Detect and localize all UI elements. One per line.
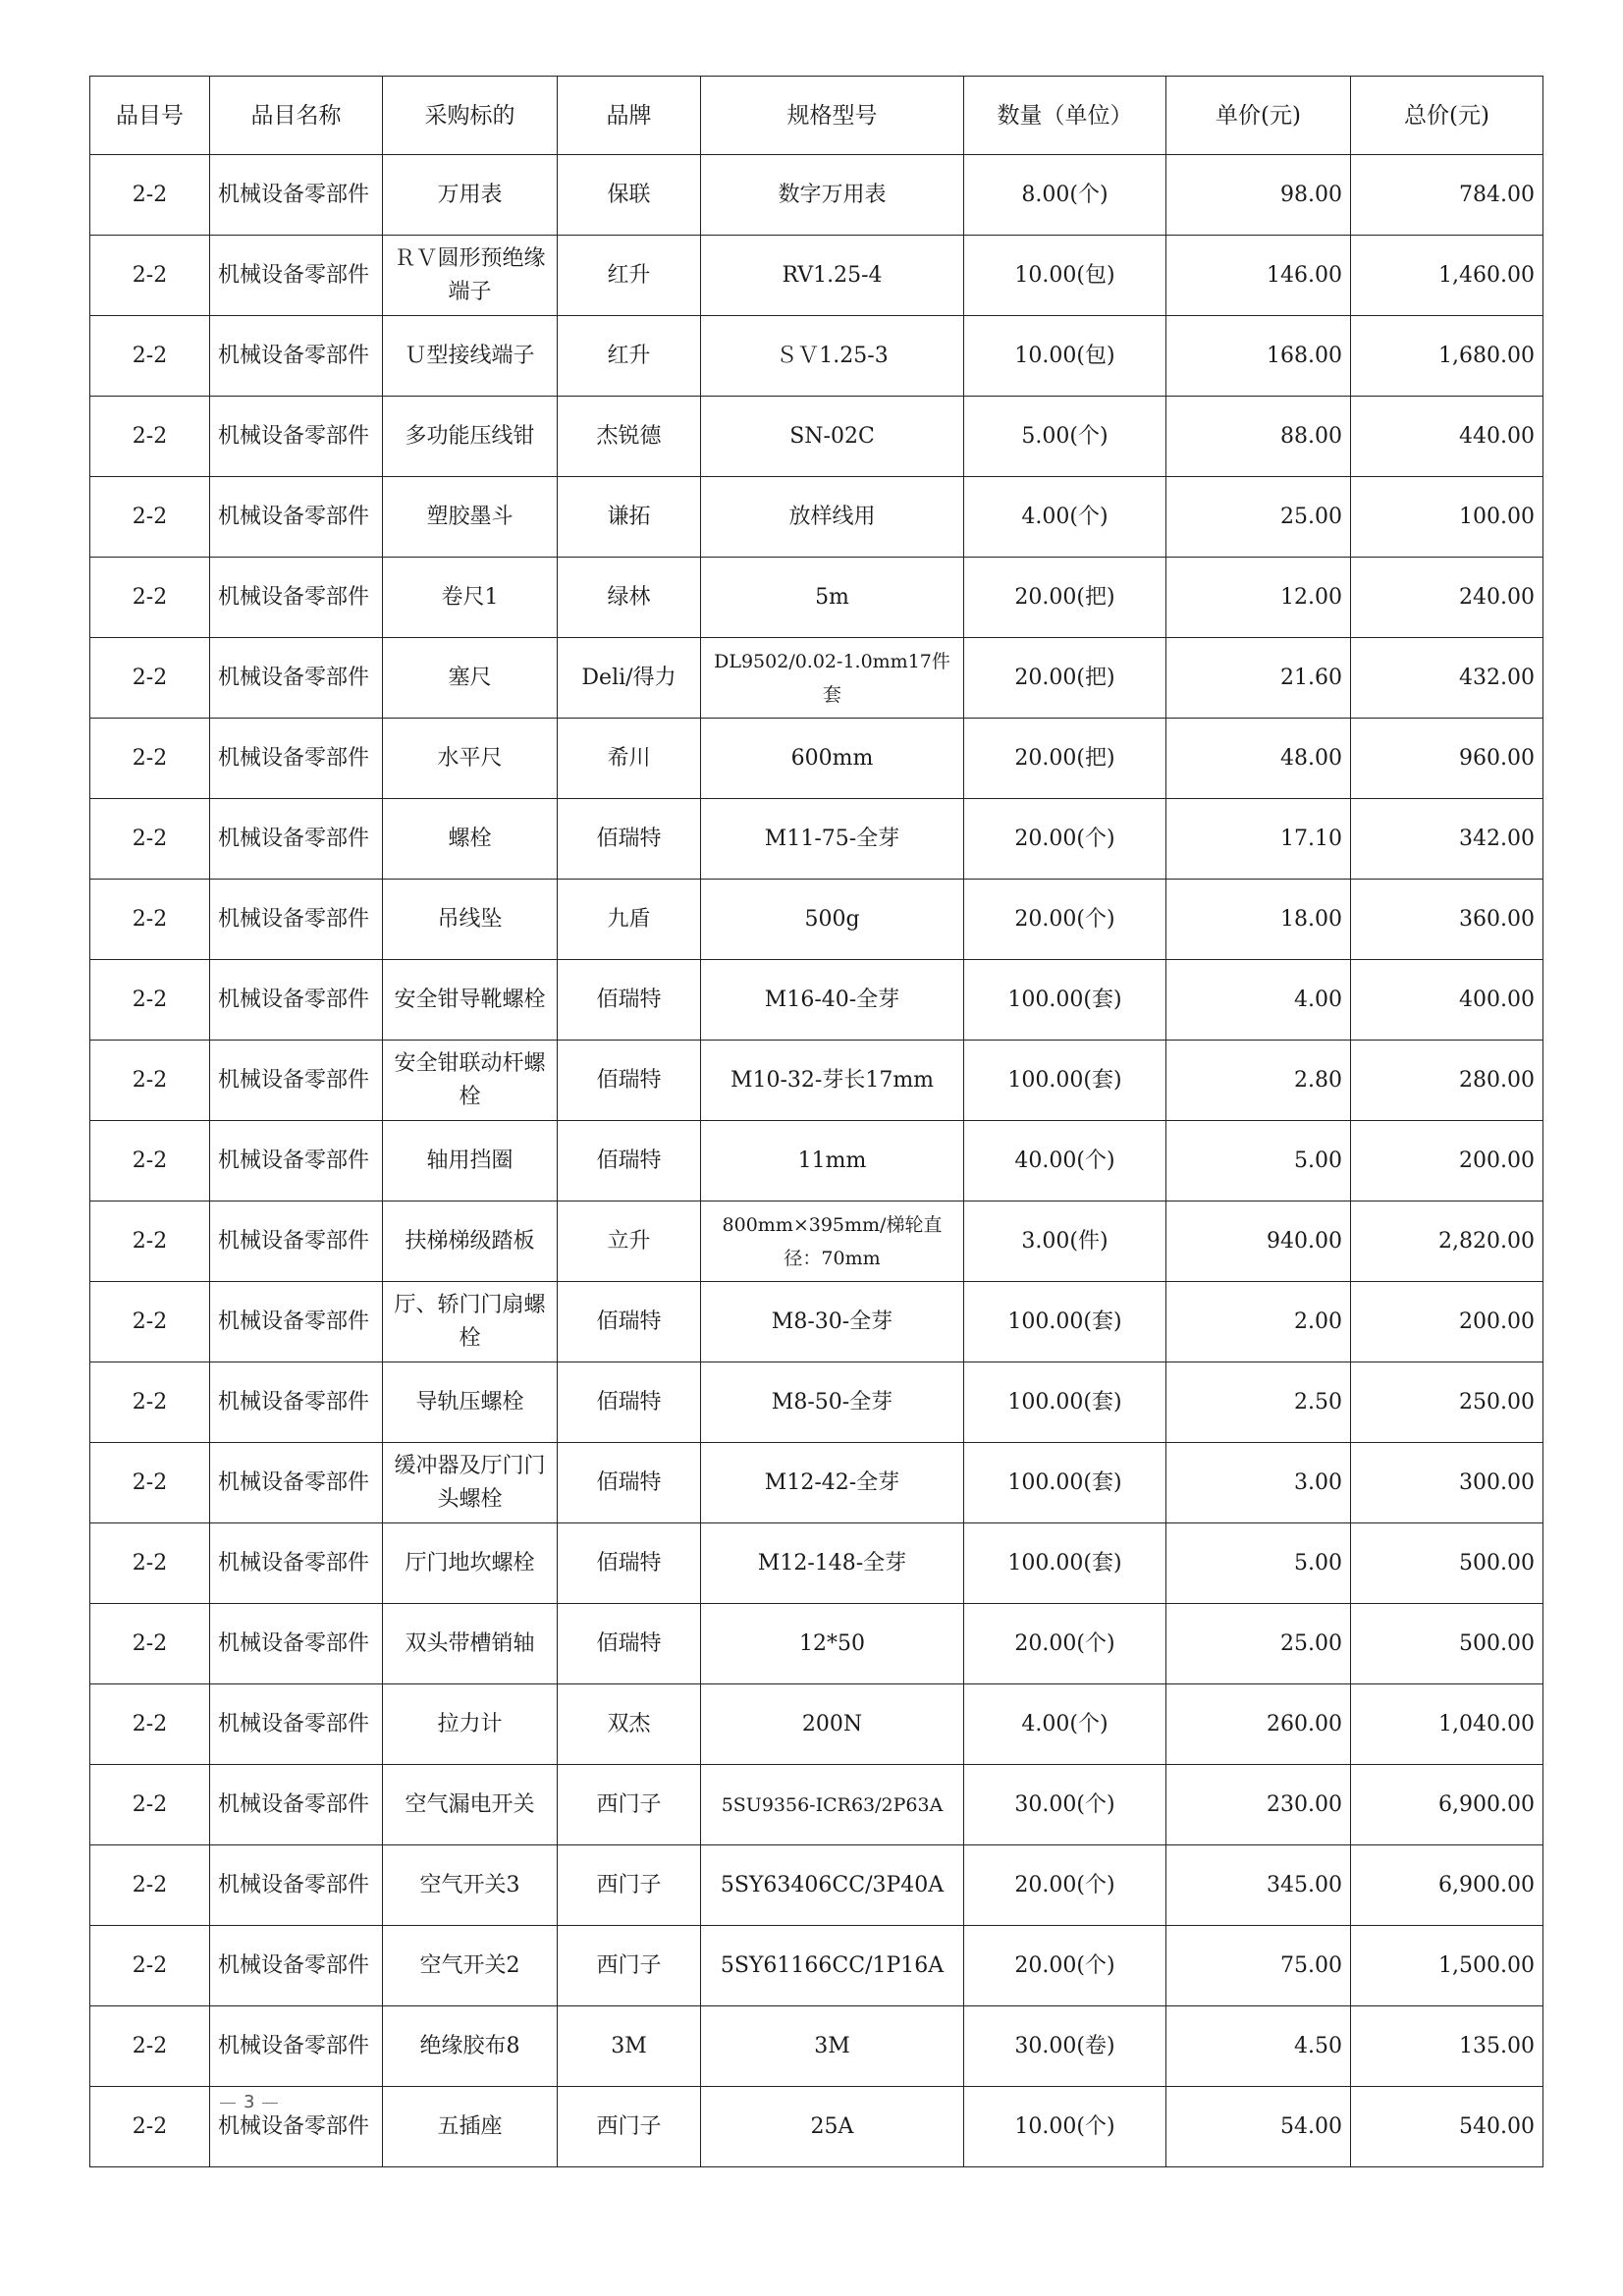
cell-item-name: 机械设备零部件	[210, 1604, 383, 1684]
cell-spec: M8-50-全芽	[701, 1362, 964, 1443]
cell-item-name: 机械设备零部件	[210, 155, 383, 236]
cell-brand: 佰瑞特	[558, 1282, 701, 1362]
cell-target: 塑胶墨斗	[383, 477, 558, 558]
cell-total: 960.00	[1351, 719, 1543, 799]
cell-quantity: 20.00(个)	[964, 1926, 1166, 2006]
cell-item-no: 2-2	[90, 1765, 210, 1845]
cell-item-no: 2-2	[90, 316, 210, 397]
cell-total: 432.00	[1351, 638, 1543, 719]
cell-target: 水平尺	[383, 719, 558, 799]
cell-item-no: 2-2	[90, 799, 210, 880]
cell-quantity: 100.00(套)	[964, 1041, 1166, 1121]
cell-spec: 800mm×395mm/梯轮直径：70mm	[701, 1201, 964, 1282]
table-header	[90, 77, 1543, 155]
cell-item-no: 2-2	[90, 638, 210, 719]
cell-brand: 佰瑞特	[558, 1362, 701, 1443]
table-row	[90, 1684, 1543, 1765]
cell-total: 100.00	[1351, 477, 1543, 558]
cell-item-no: 2-2	[90, 960, 210, 1041]
cell-brand: 立升	[558, 1201, 701, 1282]
cell-quantity: 4.00(个)	[964, 1684, 1166, 1765]
cell-target: 扶梯梯级踏板	[383, 1201, 558, 1282]
cell-item-name: 机械设备零部件	[210, 719, 383, 799]
table-row	[90, 880, 1543, 960]
cell-spec: 600mm	[701, 719, 964, 799]
cell-spec: 数字万用表	[701, 155, 964, 236]
cell-unit-price: 345.00	[1166, 1845, 1351, 1926]
cell-unit-price: 12.00	[1166, 558, 1351, 638]
cell-brand: 红升	[558, 236, 701, 316]
cell-item-no: 2-2	[90, 2087, 210, 2167]
cell-item-name: 机械设备零部件	[210, 1926, 383, 2006]
cell-item-no: 2-2	[90, 477, 210, 558]
cell-total: 400.00	[1351, 960, 1543, 1041]
cell-quantity: 20.00(把)	[964, 558, 1166, 638]
cell-brand: 佰瑞特	[558, 960, 701, 1041]
cell-target: 卷尺1	[383, 558, 558, 638]
cell-quantity: 20.00(个)	[964, 1845, 1166, 1926]
table-row	[90, 1362, 1543, 1443]
table-row	[90, 1765, 1543, 1845]
cell-item-no: 2-2	[90, 1201, 210, 1282]
cell-target: 空气开关3	[383, 1845, 558, 1926]
cell-unit-price: 260.00	[1166, 1684, 1351, 1765]
cell-quantity: 100.00(套)	[964, 960, 1166, 1041]
cell-item-no: 2-2	[90, 880, 210, 960]
cell-item-name: 机械设备零部件	[210, 2087, 383, 2167]
cell-item-name: 机械设备零部件	[210, 1684, 383, 1765]
header-brand: 品牌	[558, 77, 701, 155]
cell-brand: 希川	[558, 719, 701, 799]
cell-spec: 25A	[701, 2087, 964, 2167]
cell-quantity: 20.00(个)	[964, 799, 1166, 880]
header-target: 采购标的	[383, 77, 558, 155]
cell-total: 200.00	[1351, 1282, 1543, 1362]
cell-brand: 佰瑞特	[558, 1523, 701, 1604]
cell-quantity: 30.00(卷)	[964, 2006, 1166, 2087]
header-item-name: 品目名称	[210, 77, 383, 155]
cell-unit-price: 25.00	[1166, 477, 1351, 558]
cell-spec: 12*50	[701, 1604, 964, 1684]
cell-item-name: 机械设备零部件	[210, 799, 383, 880]
cell-unit-price: 230.00	[1166, 1765, 1351, 1845]
table-row	[90, 1926, 1543, 2006]
cell-quantity: 3.00(件)	[964, 1201, 1166, 1282]
cell-item-no: 2-2	[90, 1926, 210, 2006]
cell-item-name: 机械设备零部件	[210, 477, 383, 558]
cell-unit-price: 54.00	[1166, 2087, 1351, 2167]
header-item-no: 品目号	[90, 77, 210, 155]
cell-total: 6,900.00	[1351, 1765, 1543, 1845]
cell-spec: M8-30-全芽	[701, 1282, 964, 1362]
cell-target: 空气漏电开关	[383, 1765, 558, 1845]
cell-spec: M12-42-全芽	[701, 1443, 964, 1523]
cell-target: 安全钳导靴螺栓	[383, 960, 558, 1041]
cell-item-no: 2-2	[90, 558, 210, 638]
cell-quantity: 8.00(个)	[964, 155, 1166, 236]
cell-brand: 绿林	[558, 558, 701, 638]
cell-item-name: 机械设备零部件	[210, 960, 383, 1041]
cell-target: 绝缘胶布8	[383, 2006, 558, 2087]
cell-target: 导轨压螺栓	[383, 1362, 558, 1443]
cell-spec: M12-148-全芽	[701, 1523, 964, 1604]
cell-spec: DL9502/0.02-1.0mm17件套	[701, 638, 964, 719]
cell-item-name: 机械设备零部件	[210, 638, 383, 719]
cell-spec: 200N	[701, 1684, 964, 1765]
cell-brand: Deli/得力	[558, 638, 701, 719]
table-row	[90, 397, 1543, 477]
cell-total: 1,040.00	[1351, 1684, 1543, 1765]
cell-spec: 放样线用	[701, 477, 964, 558]
cell-target: 多功能压线钳	[383, 397, 558, 477]
cell-quantity: 4.00(个)	[964, 477, 1166, 558]
cell-item-no: 2-2	[90, 1121, 210, 1201]
cell-total: 250.00	[1351, 1362, 1543, 1443]
cell-item-no: 2-2	[90, 397, 210, 477]
table-row	[90, 1201, 1543, 1282]
cell-target: 轴用挡圈	[383, 1121, 558, 1201]
cell-target: 缓冲器及厅门门头螺栓	[383, 1443, 558, 1523]
cell-brand: 双杰	[558, 1684, 701, 1765]
cell-item-name: 机械设备零部件	[210, 1121, 383, 1201]
cell-total: 135.00	[1351, 2006, 1543, 2087]
cell-item-name: 机械设备零部件	[210, 236, 383, 316]
cell-unit-price: 3.00	[1166, 1443, 1351, 1523]
cell-item-no: 2-2	[90, 1041, 210, 1121]
table-row	[90, 1523, 1543, 1604]
cell-item-no: 2-2	[90, 2006, 210, 2087]
cell-item-name: 机械设备零部件	[210, 1282, 383, 1362]
table-row	[90, 1845, 1543, 1926]
cell-brand: 谦拓	[558, 477, 701, 558]
cell-quantity: 100.00(套)	[964, 1282, 1166, 1362]
cell-total: 440.00	[1351, 397, 1543, 477]
table-row	[90, 1282, 1543, 1362]
cell-target: 双头带槽销轴	[383, 1604, 558, 1684]
table-row	[90, 155, 1543, 236]
cell-unit-price: 4.00	[1166, 960, 1351, 1041]
cell-total: 2,820.00	[1351, 1201, 1543, 1282]
cell-unit-price: 146.00	[1166, 236, 1351, 316]
cell-spec: 3M	[701, 2006, 964, 2087]
cell-brand: 九盾	[558, 880, 701, 960]
cell-unit-price: 21.60	[1166, 638, 1351, 719]
cell-brand: 西门子	[558, 1845, 701, 1926]
cell-item-name: 机械设备零部件	[210, 1362, 383, 1443]
cell-spec: 5SY61166CC/1P16A	[701, 1926, 964, 2006]
cell-item-name: 机械设备零部件	[210, 558, 383, 638]
cell-quantity: 10.00(包)	[964, 236, 1166, 316]
cell-unit-price: 25.00	[1166, 1604, 1351, 1684]
cell-spec: 11mm	[701, 1121, 964, 1201]
cell-item-no: 2-2	[90, 1523, 210, 1604]
cell-unit-price: 2.00	[1166, 1282, 1351, 1362]
cell-brand: 保联	[558, 155, 701, 236]
table-row	[90, 316, 1543, 397]
cell-total: 342.00	[1351, 799, 1543, 880]
cell-unit-price: 88.00	[1166, 397, 1351, 477]
cell-quantity: 40.00(个)	[964, 1121, 1166, 1201]
cell-spec: 5m	[701, 558, 964, 638]
cell-target: 万用表	[383, 155, 558, 236]
cell-total: 200.00	[1351, 1121, 1543, 1201]
cell-unit-price: 940.00	[1166, 1201, 1351, 1282]
cell-brand: 3M	[558, 2006, 701, 2087]
cell-unit-price: 48.00	[1166, 719, 1351, 799]
cell-unit-price: 75.00	[1166, 1926, 1351, 2006]
header-total: 总价(元)	[1351, 77, 1543, 155]
table-row	[90, 2006, 1543, 2087]
cell-item-no: 2-2	[90, 1362, 210, 1443]
cell-unit-price: 5.00	[1166, 1523, 1351, 1604]
cell-item-name: 机械设备零部件	[210, 1041, 383, 1121]
cell-unit-price: 4.50	[1166, 2006, 1351, 2087]
cell-brand: 佰瑞特	[558, 799, 701, 880]
cell-total: 500.00	[1351, 1604, 1543, 1684]
cell-spec: 500g	[701, 880, 964, 960]
cell-total: 500.00	[1351, 1523, 1543, 1604]
cell-total: 240.00	[1351, 558, 1543, 638]
cell-brand: 西门子	[558, 2087, 701, 2167]
cell-total: 360.00	[1351, 880, 1543, 960]
cell-target: 螺栓	[383, 799, 558, 880]
cell-quantity: 100.00(套)	[964, 1523, 1166, 1604]
cell-target: 安全钳联动杆螺栓	[383, 1041, 558, 1121]
page-number: 3	[236, 2092, 262, 2112]
cell-quantity: 30.00(个)	[964, 1765, 1166, 1845]
cell-unit-price: 2.80	[1166, 1041, 1351, 1121]
table-row	[90, 1121, 1543, 1201]
cell-brand: 佰瑞特	[558, 1041, 701, 1121]
cell-spec: M16-40-全芽	[701, 960, 964, 1041]
cell-item-name: 机械设备零部件	[210, 316, 383, 397]
cell-total: 280.00	[1351, 1041, 1543, 1121]
table-row	[90, 638, 1543, 719]
cell-item-name: 机械设备零部件	[210, 1523, 383, 1604]
cell-item-name: 机械设备零部件	[210, 1765, 383, 1845]
cell-brand: 西门子	[558, 1765, 701, 1845]
header-unit-price: 单价(元)	[1166, 77, 1351, 155]
table-row	[90, 799, 1543, 880]
cell-item-no: 2-2	[90, 236, 210, 316]
cell-brand: 杰锐德	[558, 397, 701, 477]
cell-spec: RV1.25-4	[701, 236, 964, 316]
cell-target: 吊线坠	[383, 880, 558, 960]
cell-brand: 佰瑞特	[558, 1604, 701, 1684]
cell-target: Ｕ型接线端子	[383, 316, 558, 397]
cell-total: 540.00	[1351, 2087, 1543, 2167]
cell-item-no: 2-2	[90, 1684, 210, 1765]
cell-total: 1,460.00	[1351, 236, 1543, 316]
cell-unit-price: 2.50	[1166, 1362, 1351, 1443]
cell-target: 厅门地坎螺栓	[383, 1523, 558, 1604]
cell-unit-price: 17.10	[1166, 799, 1351, 880]
cell-total: 1,680.00	[1351, 316, 1543, 397]
table-row	[90, 1604, 1543, 1684]
cell-total: 1,500.00	[1351, 1926, 1543, 2006]
cell-target: 塞尺	[383, 638, 558, 719]
cell-target: 空气开关2	[383, 1926, 558, 2006]
table-row	[90, 719, 1543, 799]
cell-item-no: 2-2	[90, 1604, 210, 1684]
cell-quantity: 20.00(个)	[964, 1604, 1166, 1684]
cell-item-no: 2-2	[90, 1845, 210, 1926]
cell-brand: 红升	[558, 316, 701, 397]
cell-item-name: 机械设备零部件	[210, 1201, 383, 1282]
procurement-items-table	[89, 76, 1543, 2167]
cell-target: ＲＶ圆形预绝缘端子	[383, 236, 558, 316]
cell-target: 五插座	[383, 2087, 558, 2167]
cell-brand: 佰瑞特	[558, 1443, 701, 1523]
cell-unit-price: 98.00	[1166, 155, 1351, 236]
cell-spec: 5SY63406CC/3P40A	[701, 1845, 964, 1926]
cell-unit-price: 168.00	[1166, 316, 1351, 397]
cell-item-name: 机械设备零部件	[210, 2006, 383, 2087]
table-row	[90, 2087, 1543, 2167]
table-row	[90, 960, 1543, 1041]
cell-spec: ＳＶ1.25-3	[701, 316, 964, 397]
cell-quantity: 100.00(套)	[964, 1362, 1166, 1443]
cell-item-name: 机械设备零部件	[210, 1845, 383, 1926]
cell-quantity: 100.00(套)	[964, 1443, 1166, 1523]
table-row	[90, 477, 1543, 558]
cell-total: 784.00	[1351, 155, 1543, 236]
cell-quantity: 20.00(个)	[964, 880, 1166, 960]
cell-spec: M10-32-芽长17mm	[701, 1041, 964, 1121]
cell-quantity: 5.00(个)	[964, 397, 1166, 477]
cell-brand: 西门子	[558, 1926, 701, 2006]
table-row	[90, 1041, 1543, 1121]
cell-item-name: 机械设备零部件	[210, 1443, 383, 1523]
cell-spec: 5SU9356-ICR63/2P63A	[701, 1765, 964, 1845]
cell-total: 300.00	[1351, 1443, 1543, 1523]
cell-quantity: 20.00(把)	[964, 719, 1166, 799]
cell-item-no: 2-2	[90, 1282, 210, 1362]
cell-target: 拉力计	[383, 1684, 558, 1765]
table-body	[90, 155, 1543, 2167]
table-row	[90, 1443, 1543, 1523]
cell-quantity: 10.00(个)	[964, 2087, 1166, 2167]
cell-item-name: 机械设备零部件	[210, 397, 383, 477]
cell-total: 6,900.00	[1351, 1845, 1543, 1926]
cell-item-name: 机械设备零部件	[210, 880, 383, 960]
table-row	[90, 558, 1543, 638]
cell-item-no: 2-2	[90, 155, 210, 236]
table-row	[90, 236, 1543, 316]
cell-unit-price: 5.00	[1166, 1121, 1351, 1201]
cell-target: 厅、轿门门扇螺栓	[383, 1282, 558, 1362]
cell-quantity: 10.00(包)	[964, 316, 1166, 397]
cell-item-no: 2-2	[90, 1443, 210, 1523]
cell-unit-price: 18.00	[1166, 880, 1351, 960]
header-row	[90, 77, 1543, 155]
cell-spec: M11-75-全芽	[701, 799, 964, 880]
header-spec: 规格型号	[701, 77, 964, 155]
cell-brand: 佰瑞特	[558, 1121, 701, 1201]
header-quantity: 数量（单位）	[964, 77, 1166, 155]
cell-item-no: 2-2	[90, 719, 210, 799]
cell-quantity: 20.00(把)	[964, 638, 1166, 719]
cell-spec: SN-02C	[701, 397, 964, 477]
